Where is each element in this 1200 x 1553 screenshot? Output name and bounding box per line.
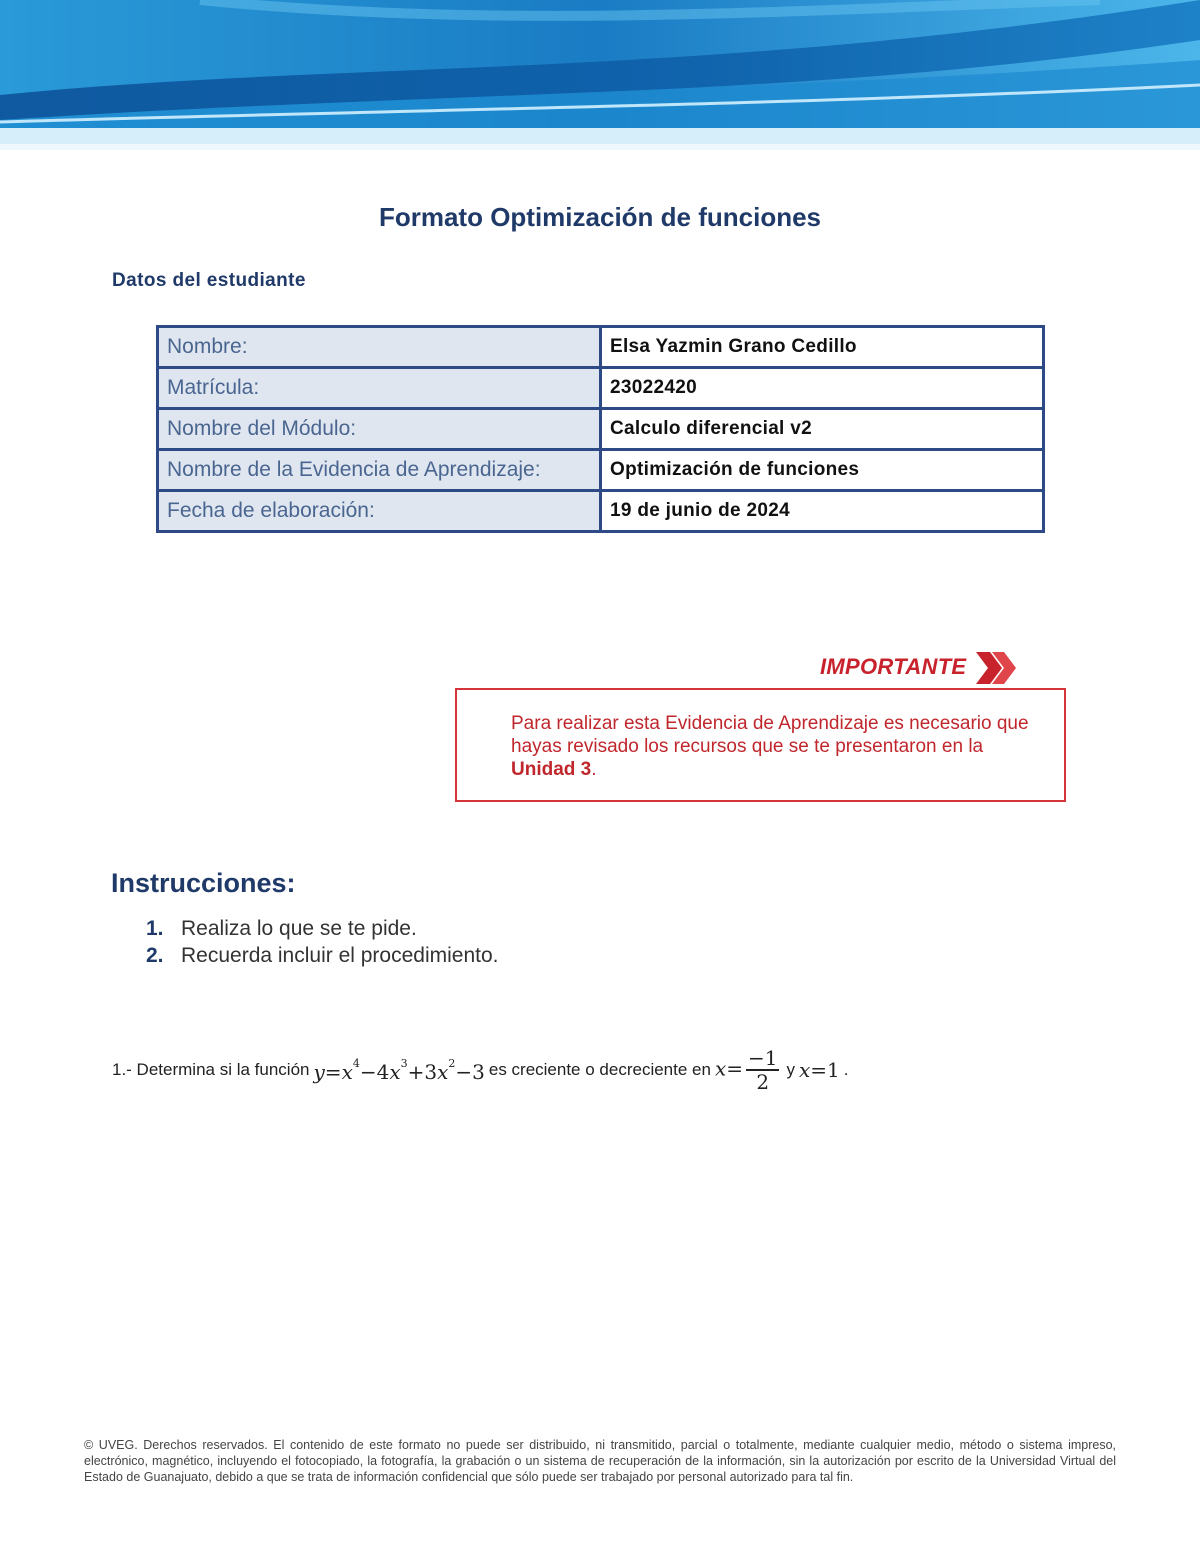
item-number: 2. [146,944,164,967]
field-value: Optimización de funciones [601,450,1044,491]
field-value: Elsa Yazmin Grano Cedillo [601,327,1044,368]
student-info-table [156,325,1045,533]
table-row [158,450,1044,491]
instructions-title: Instrucciones: [111,868,296,898]
item-text: Realiza lo que se te pide. [181,917,417,940]
second-point: x=1 [798,1058,840,1082]
field-label: Fecha de elaboración: [158,491,601,532]
instructions-list [146,917,499,971]
table-row [158,491,1044,532]
problem-middle: es creciente o decreciente en [488,1060,711,1079]
notice-end: . [591,759,597,780]
notice-unit: Unidad 3 [511,759,592,780]
field-label: Nombre: [158,327,601,368]
table-row [158,409,1044,450]
table-row [158,368,1044,409]
important-label: IMPORTANTE [820,654,967,679]
list-item [146,944,499,971]
first-point: x= $\frac{-1}{2}$ [714,1046,778,1094]
field-label: Nombre de la Evidencia de Aprendizaje: [158,450,601,491]
function-equation: $y=x^4-4x^3+3x^2-3$ [313,1056,485,1084]
problem-end: . [843,1060,849,1079]
page-title: Formato Optimización de funciones [378,202,822,232]
list-item [146,917,499,944]
table-row [158,327,1044,368]
notice-text: Para realizar esta Evidencia de Aprendizaje es necesario que hayas revisado los recursos que se te presentaron en la [511,713,1029,757]
field-value: Calculo diferencial v2 [601,409,1044,450]
field-value: 19 de junio de 2024 [601,491,1044,532]
item-text: Recuerda incluir el procedimiento. [181,944,499,967]
field-value: 23022420 [601,368,1044,409]
field-label: Matrícula: [158,368,601,409]
problem-prefix: 1.- Determina si la función [112,1060,310,1079]
student-data-heading: Datos del estudiante [112,270,306,291]
copyright-footer: © UVEG. Derechos reservados. El contenido de este formato no puede ser distribuido, ni transmitido, parcial o totalmente, mediante cualquier medio, método o sistema impreso, electrónico, magnético, incluyendo el fotocopiado, la fotografía, la grabación o un sistema de recuperación de la información, sin la autorización por escrito de la Universidad Virtual del Estado de Guanajuato, debido a que se trata de información confidencial que sólo puede ser trabajado por personal autorizado para tal fin. [84,1438,1116,1484]
double-chevron-icon [972,648,1020,688]
important-notice-text [511,712,1031,781]
field-label: Nombre del Módulo: [158,409,601,450]
problem-connector: y [786,1060,795,1079]
problem-statement [112,1040,848,1100]
item-number: 1. [146,917,164,940]
header-banner [0,0,1200,150]
